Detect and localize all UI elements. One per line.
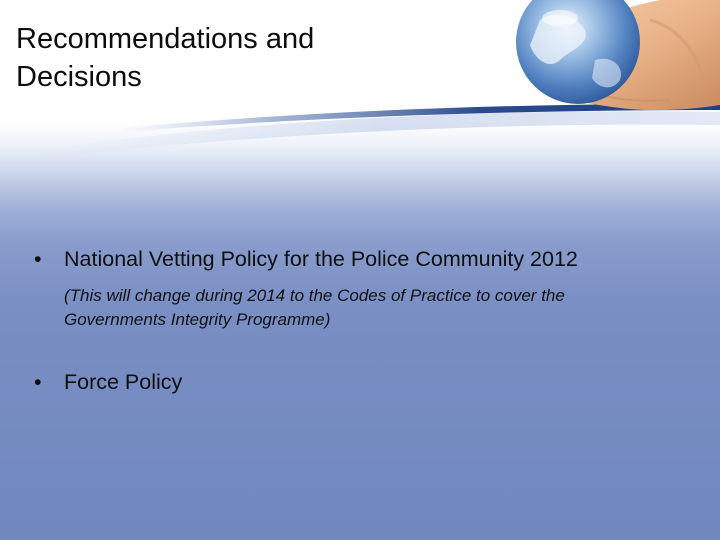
slide-content: [34, 244, 684, 397]
title-line-2: Decisions: [16, 61, 142, 93]
note-line-2: Governments Integrity Programme): [64, 310, 331, 329]
bullet-marker: •: [34, 370, 42, 394]
bullet-item-force-policy: [34, 367, 684, 397]
bullet-text: National Vetting Policy for the Police Community 2012: [64, 247, 578, 271]
slide-title: [16, 20, 456, 96]
title-line-1: Recommendations and: [16, 23, 315, 55]
bullet-item-vetting-policy: [34, 244, 684, 274]
hand-holding-globe-image: [516, 0, 720, 110]
note-line-1: (This will change during 2014 to the Codes of Practice to cover the: [64, 286, 565, 305]
bullet-marker: •: [34, 247, 42, 271]
bullet-note: [64, 284, 684, 332]
bullet-text: Force Policy: [64, 370, 183, 394]
